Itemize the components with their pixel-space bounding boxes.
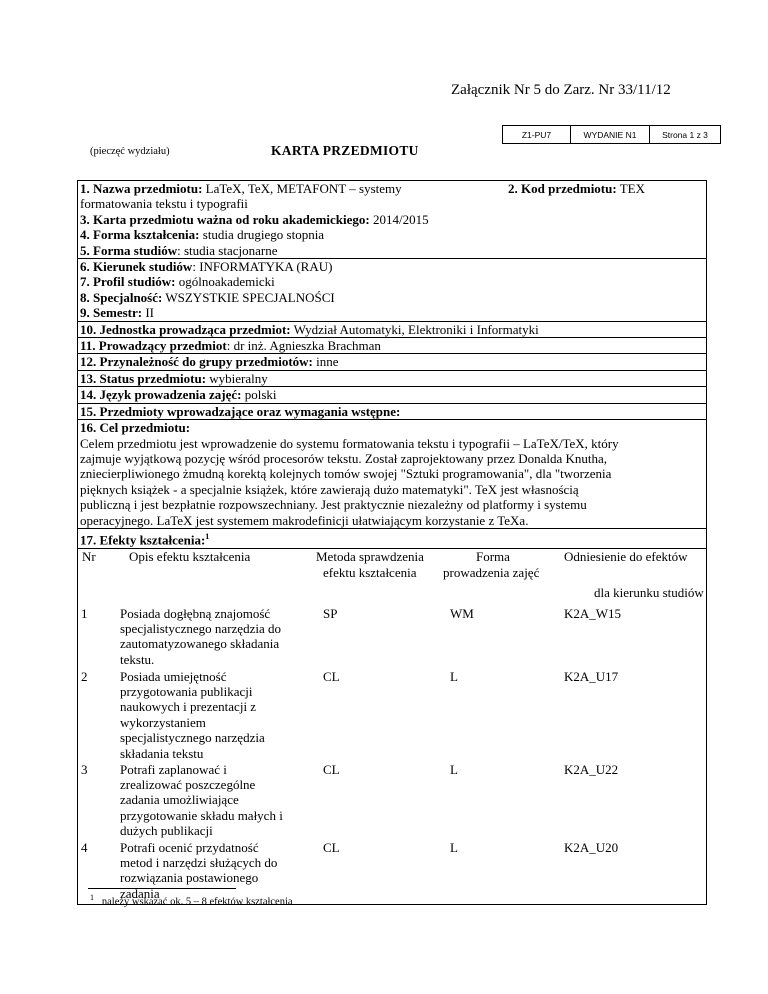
learning-outcomes-heading [78, 529, 706, 549]
outcome-description-line: Potrafi ocenić przydatność [120, 839, 259, 855]
outcome-method: CL [323, 668, 340, 684]
outcome-form: WM [450, 605, 474, 621]
outcome-method: CL [323, 761, 340, 777]
study-profile-row [78, 274, 706, 289]
course-status-value: wybieralny [209, 370, 268, 386]
education-form-label: 4. Forma kształcenia: [80, 227, 200, 243]
course-group-value: inne [316, 354, 339, 370]
unit-value: Wydział Automatyki, Elektroniki i Informatyki [293, 321, 539, 337]
document-code: Z1-PU7 [503, 126, 571, 144]
outcome-row [78, 669, 706, 762]
semester-value: II [145, 305, 155, 321]
outcome-description-line: przygotowania publikacji [120, 684, 253, 700]
field-of-study-label: 6. Kierunek studiów [80, 259, 193, 275]
semester-row [78, 305, 706, 320]
course-code [508, 181, 645, 196]
objective-line: publiczną i jest bezpłatnie rozpowszechniany. Jest praktycznie niezależny od platformy i systemu [80, 497, 587, 513]
course-status-row [78, 371, 706, 387]
col-header-reference-line2: dla kierunku studiów [594, 584, 704, 600]
col-header-form-line1: Forma [476, 548, 510, 564]
objective-line: zniecierpliwionego żmudną korektą kolejnych tomów swojej "Sztuki programowania", dla "tworzenia [80, 466, 612, 482]
objective-line: operacyjnego. LaTeX jest systemem makrodefinicji ułatwiającym korzystanie z TeXa. [80, 512, 529, 528]
outcome-description-line: zadania [120, 885, 160, 901]
outcome-reference: K2A_U17 [564, 668, 619, 684]
col-header-description: Opis efektu kształcenia [129, 548, 251, 564]
outcome-description-line: Posiada umiejętność [120, 668, 227, 684]
outcome-description-line: rozwiązania postawionego [120, 870, 259, 886]
objective-line: Celem przedmiotu jest wprowadzenie do systemu formatowania tekstu i typografii – LaTeX/TeX, który [80, 435, 619, 451]
attachment-note: Załącznik Nr 5 do Zarz. Nr 33/11/12 [451, 82, 671, 98]
outcome-form: L [450, 761, 458, 777]
study-form-value: : studia stacjonarne [177, 242, 278, 258]
outcome-number: 2 [81, 668, 88, 684]
footnote [90, 893, 293, 908]
course-code-value: TEX [619, 181, 645, 196]
outcome-description [120, 606, 310, 668]
course-objective-heading [78, 420, 706, 435]
outcome-description [120, 762, 310, 839]
field-of-study-row [78, 259, 706, 274]
outcomes-table-header [78, 549, 706, 606]
outcome-form: L [450, 668, 458, 684]
outcome-description [120, 669, 310, 761]
col-header-method-line1: Metoda sprawdzenia [316, 548, 424, 564]
col-header-method-line2: efektu kształcenia [323, 564, 417, 580]
valid-from-label: 3. Karta przedmiotu ważna od roku akademickiego: [80, 211, 370, 227]
outcome-row [78, 762, 706, 840]
course-group-label: 12. Przynależność do grupy przedmiotów: [80, 354, 313, 370]
valid-from-row [78, 212, 706, 227]
field-of-study-value: : INFORMATYKA (RAU) [192, 259, 333, 275]
course-objective-label: 16. Cel przedmiotu: [80, 420, 191, 436]
language-label: 14. Język prowadzenia zajęć: [80, 387, 242, 403]
learning-outcomes-label: 17. Efekty kształcenia: [80, 532, 206, 548]
outcome-description-line: zadania umożliwiające [120, 792, 239, 808]
document-code-table [502, 125, 721, 144]
unit-label: 10. Jednostka prowadząca przedmiot: [80, 321, 291, 337]
study-profile-value: ogólnoakademicki [178, 274, 275, 290]
outcome-description-line: przygotowanie składu małych i [120, 807, 283, 823]
lecturer-label: 11. Prowadzący przedmiot [80, 338, 227, 354]
study-form-row [78, 243, 706, 258]
footnote-reference: 1 [205, 531, 210, 541]
course-group-row [78, 354, 706, 370]
objective-line: pięknych książek - a specjalnie książek, które zawierają dużo matematyki". TeX jest własnością [80, 481, 579, 497]
outcome-description-line: składania tekstu [120, 745, 204, 761]
outcome-row [78, 606, 706, 669]
footnote-mark: 1 [90, 893, 94, 902]
course-card-frame [77, 180, 707, 905]
outcome-reference: K2A_W15 [564, 605, 622, 621]
outcome-reference: K2A_U20 [564, 839, 619, 855]
semester-label: 9. Semestr: [80, 305, 143, 321]
study-profile-label: 7. Profil studiów: [80, 274, 176, 290]
specialization-row [78, 290, 706, 305]
outcome-description-line: specjalistycznego narzędzia [120, 730, 265, 746]
specialization-label: 8. Specjalność: [80, 289, 163, 305]
col-header-nr: Nr [82, 548, 96, 564]
course-name-row [78, 181, 706, 196]
lecturer-value: : dr inż. Agnieszka Brachman [226, 338, 381, 354]
edition-label: WYDANIE N1 [571, 126, 650, 144]
outcome-description-line: zautomatyzowanego składania [120, 636, 280, 652]
col-header-reference-line1: Odniesienie do efektów [564, 548, 688, 564]
outcome-method: CL [323, 839, 340, 855]
outcome-description-line: Potrafi zaplanować i [120, 761, 227, 777]
outcome-description-line: metod i narzędzi służących do [120, 855, 278, 871]
page-title: KARTA PRZEDMIOTU [271, 143, 419, 158]
outcome-form: L [450, 839, 458, 855]
language-row [78, 387, 706, 403]
outcome-number: 3 [81, 761, 88, 777]
valid-from-value: 2014/2015 [372, 211, 429, 227]
faculty-stamp-label: (pieczęć wydziału) [90, 146, 170, 157]
outcome-description-line: specjalistycznego narzędzia do [120, 621, 281, 637]
outcome-description-line: tekstu. [120, 651, 155, 667]
section-basic-info [78, 181, 706, 259]
outcome-description-line: dużych publikacji [120, 823, 213, 839]
outcome-number: 1 [81, 605, 88, 621]
study-form-label: 5. Forma studiów [80, 242, 178, 258]
outcome-description-line: wykorzystaniem [120, 714, 206, 730]
outcome-number: 4 [81, 839, 88, 855]
specialization-value: WSZYSTKIE SPECJALNOŚCI [165, 289, 335, 305]
outcome-reference: K2A_U22 [564, 761, 619, 777]
course-name-continuation: formatowania tekstu i typografii [80, 196, 248, 212]
language-value: polski [244, 387, 277, 403]
course-code-label: 2. Kod przedmiotu: [508, 181, 617, 196]
course-name-value: LaTeX, TeX, METAFONT – systemy [205, 181, 402, 196]
unit-row [78, 322, 706, 338]
outcome-description-line: Posiada dogłębną znajomość [120, 605, 271, 621]
course-status-label: 13. Status przedmiotu: [80, 370, 207, 386]
page-indicator: Strona 1 z 3 [650, 126, 721, 144]
outcome-description-line: zrealizować poszczególne [120, 777, 256, 793]
lecturer-row [78, 338, 706, 354]
col-header-form-line2: prowadzenia zajęć [443, 564, 540, 580]
outcome-method: SP [323, 605, 338, 621]
course-name-label: 1. Nazwa przedmiotu: [80, 181, 203, 196]
course-objective-section [78, 420, 706, 529]
prerequisites-row [78, 404, 706, 420]
objective-line: zajmuje wyjątkową pozycję wśród procesorów tekstu. Został zaprojektowany przez Donalda Knutha, [80, 450, 608, 466]
education-form-value: studia drugiego stopnia [202, 227, 325, 243]
section-details [78, 259, 706, 322]
education-form-row [78, 227, 706, 242]
outcome-description-line: naukowych i prezentacji z [120, 699, 257, 715]
footnote-divider [88, 888, 236, 889]
prerequisites-label: 15. Przedmioty wprowadzające oraz wymagania wstępne: [80, 403, 401, 419]
footnote-text: należy wskazać ok. 5 – 8 efektów kształcenia [101, 896, 293, 908]
